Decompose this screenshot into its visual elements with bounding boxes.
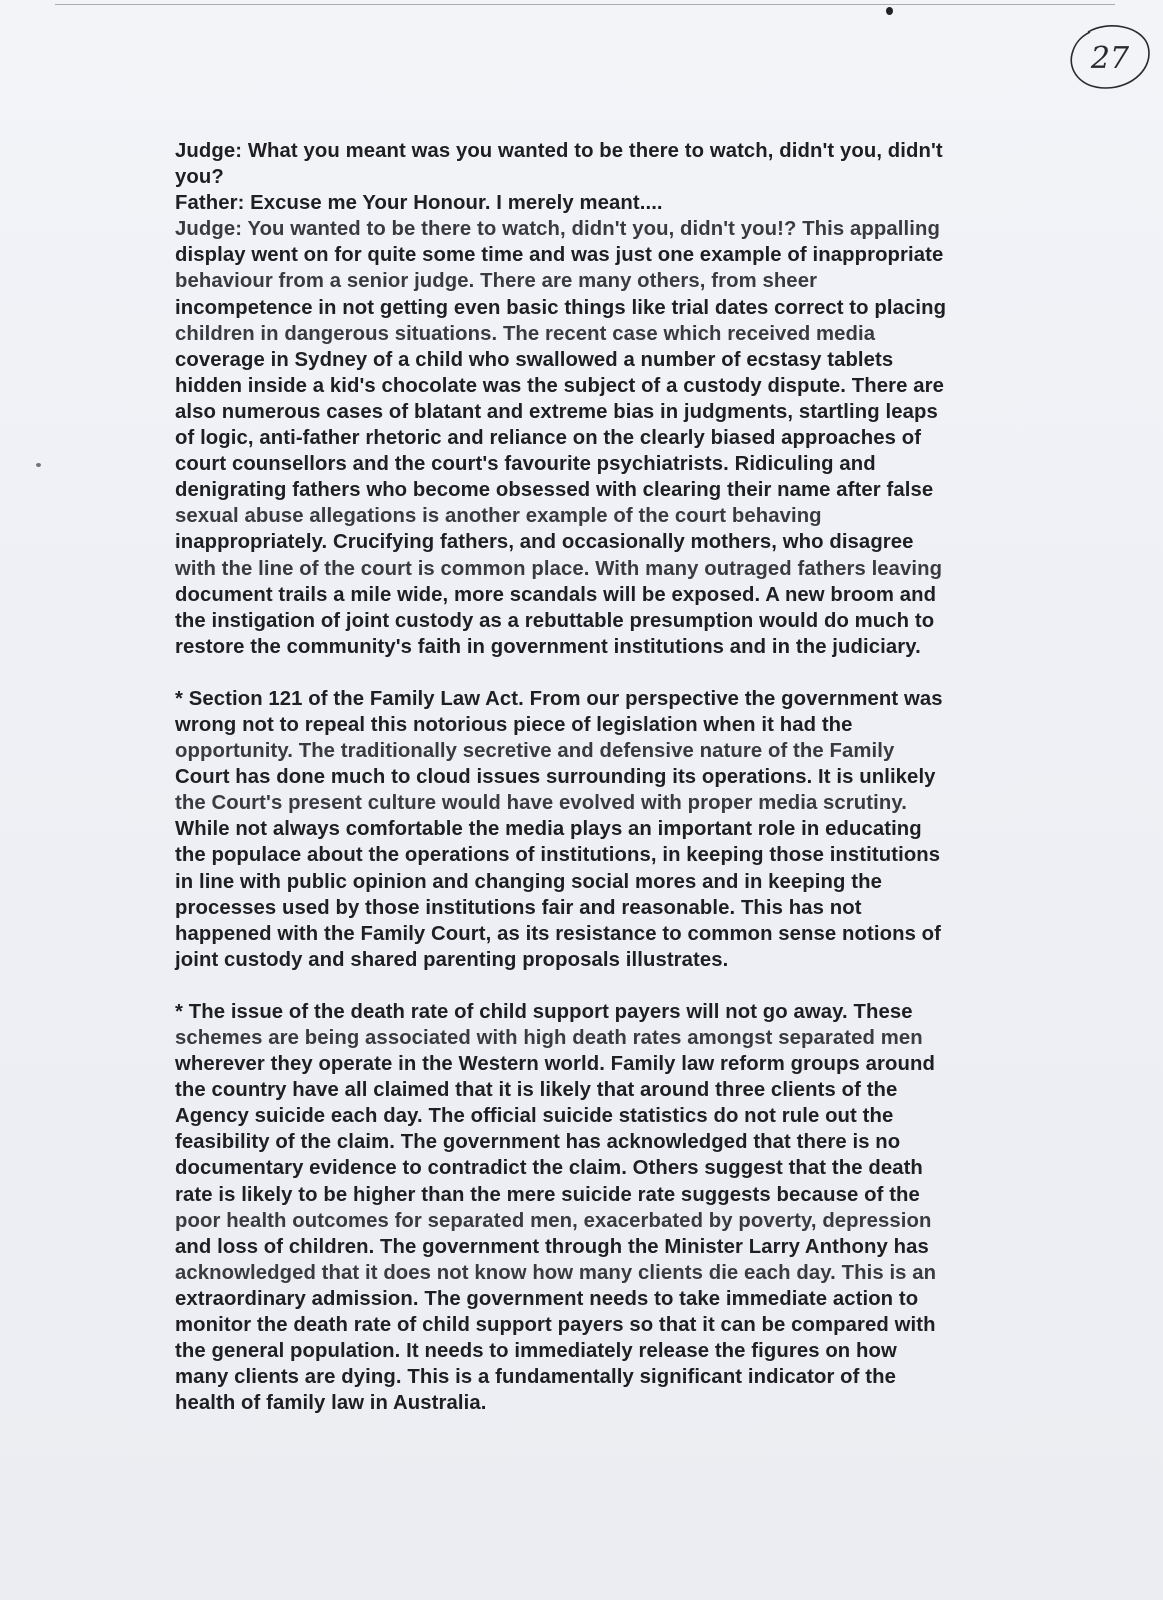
text-line: also numerous cases of blatant and extreme bias in judgments, startling leaps: [175, 400, 938, 423]
text-line: behaviour from a senior judge. There are many others, from sheer: [175, 270, 818, 293]
text-line: display went on for quite some time and was just one example of inappropriate: [175, 244, 944, 267]
text-line: * Section 121 of the Family Law Act. From our perspective the government was: [175, 687, 943, 710]
text-line: health of family law in Australia.: [175, 1392, 487, 1415]
text-line: document trails a mile wide, more scandals will be exposed. A new broom and: [175, 583, 937, 606]
paragraph-section-121: [175, 686, 1045, 973]
text-line: the general population. It needs to immediately release the figures on how: [175, 1340, 897, 1363]
paper-top-edge: [55, 4, 1115, 5]
text-line: of logic, anti-father rhetoric and reliance on the clearly biased approaches of: [175, 427, 922, 450]
text-line: documentary evidence to contradict the claim. Others suggest that the death: [175, 1157, 923, 1180]
text-line: Agency suicide each day. The official suicide statistics do not rule out the: [175, 1105, 894, 1128]
text-line: Court has done much to cloud issues surrounding its operations. It is unlikely: [175, 766, 936, 789]
text-line: in line with public opinion and changing social mores and in keeping the: [175, 870, 882, 893]
text-line: * The issue of the death rate of child support payers will not go away. These: [175, 1000, 913, 1023]
text-line: inappropriately. Crucifying fathers, and occasionally mothers, who disagree: [175, 531, 914, 554]
text-line: While not always comfortable the media plays an important role in educating: [175, 818, 922, 841]
text-line: Judge: What you meant was you wanted to be there to watch, didn't you, didn't: [175, 140, 943, 162]
text-line: feasibility of the claim. The government has acknowledged that there is no: [175, 1131, 901, 1154]
text-line: the country have all claimed that it is likely that around three clients of the: [175, 1079, 898, 1102]
text-line: opportunity. The traditionally secretive and defensive nature of the Family: [175, 740, 895, 763]
paragraph-gap: [175, 973, 1045, 999]
text-line: acknowledged that it does not know how many clients die each day. This is an: [175, 1261, 937, 1284]
text-line: wherever they operate in the Western world. Family law reform groups around: [175, 1053, 935, 1076]
text-line: many clients are dying. This is a fundamentally significant indicator of the: [175, 1366, 896, 1389]
text-line: incompetence in not getting even basic things like trial dates correct to placing: [175, 296, 947, 319]
text-line: happened with the Family Court, as its resistance to common sense notions of: [175, 922, 942, 945]
text-line: and loss of children. The government through the Minister Larry Anthony has: [175, 1235, 929, 1258]
ink-speck: [886, 7, 893, 15]
text-line: extraordinary admission. The government needs to take immediate action to: [175, 1287, 919, 1310]
text-line: joint custody and shared parenting proposals illustrates.: [175, 948, 729, 971]
text-line: processes used by those institutions fair and reasonable. This has not: [175, 896, 862, 919]
paragraph-death-rate: [175, 999, 1045, 1417]
text-line: monitor the death rate of child support payers so that it can be compared with: [175, 1314, 936, 1337]
text-line: denigrating fathers who become obsessed with clearing their name after false: [175, 479, 934, 502]
text-line: the Court's present culture would have evolved with proper media scrutiny.: [175, 792, 907, 815]
text-line: you?: [175, 166, 224, 189]
text-line: coverage in Sydney of a child who swallowed a number of ecstasy tablets: [175, 348, 894, 371]
text-line: poor health outcomes for separated men, exacerbated by poverty, depression: [175, 1209, 932, 1232]
text-line: Judge: You wanted to be there to watch, didn't you, didn't you!? This appalling: [175, 218, 940, 241]
text-line: restore the community's faith in government institutions and in the judiciary.: [175, 635, 921, 658]
text-line: hidden inside a kid's chocolate was the subject of a custody dispute. There are: [175, 374, 944, 397]
text-line: with the line of the court is common place. With many outraged fathers leaving: [175, 557, 943, 580]
paragraph-judge-dialogue: [175, 138, 1045, 660]
text-line: court counsellors and the court's favourite psychiatrists. Ridiculing and: [175, 453, 876, 476]
text-line: schemes are being associated with high death rates amongst separated men: [175, 1027, 923, 1049]
text-line: the instigation of joint custody as a rebuttable presumption would do much to: [175, 609, 935, 632]
text-line: sexual abuse allegations is another example of the court behaving: [175, 505, 822, 528]
text-line: the populace about the operations of institutions, in keeping those institutions: [175, 844, 941, 867]
handwritten-page-number: [1068, 22, 1152, 94]
text-line: wrong not to repeal this notorious piece of legislation when it had the: [175, 713, 853, 736]
paragraph-gap: [175, 660, 1045, 686]
document-body: [175, 138, 1045, 1416]
page-number-text: 27: [1090, 41, 1130, 76]
text-line: Father: Excuse me Your Honour. I merely meant....: [175, 192, 663, 215]
ink-speck: [36, 463, 41, 467]
text-line: rate is likely to be higher than the mere suicide rate suggests because of the: [175, 1183, 920, 1206]
text-line: children in dangerous situations. The recent case which received media: [175, 322, 876, 345]
